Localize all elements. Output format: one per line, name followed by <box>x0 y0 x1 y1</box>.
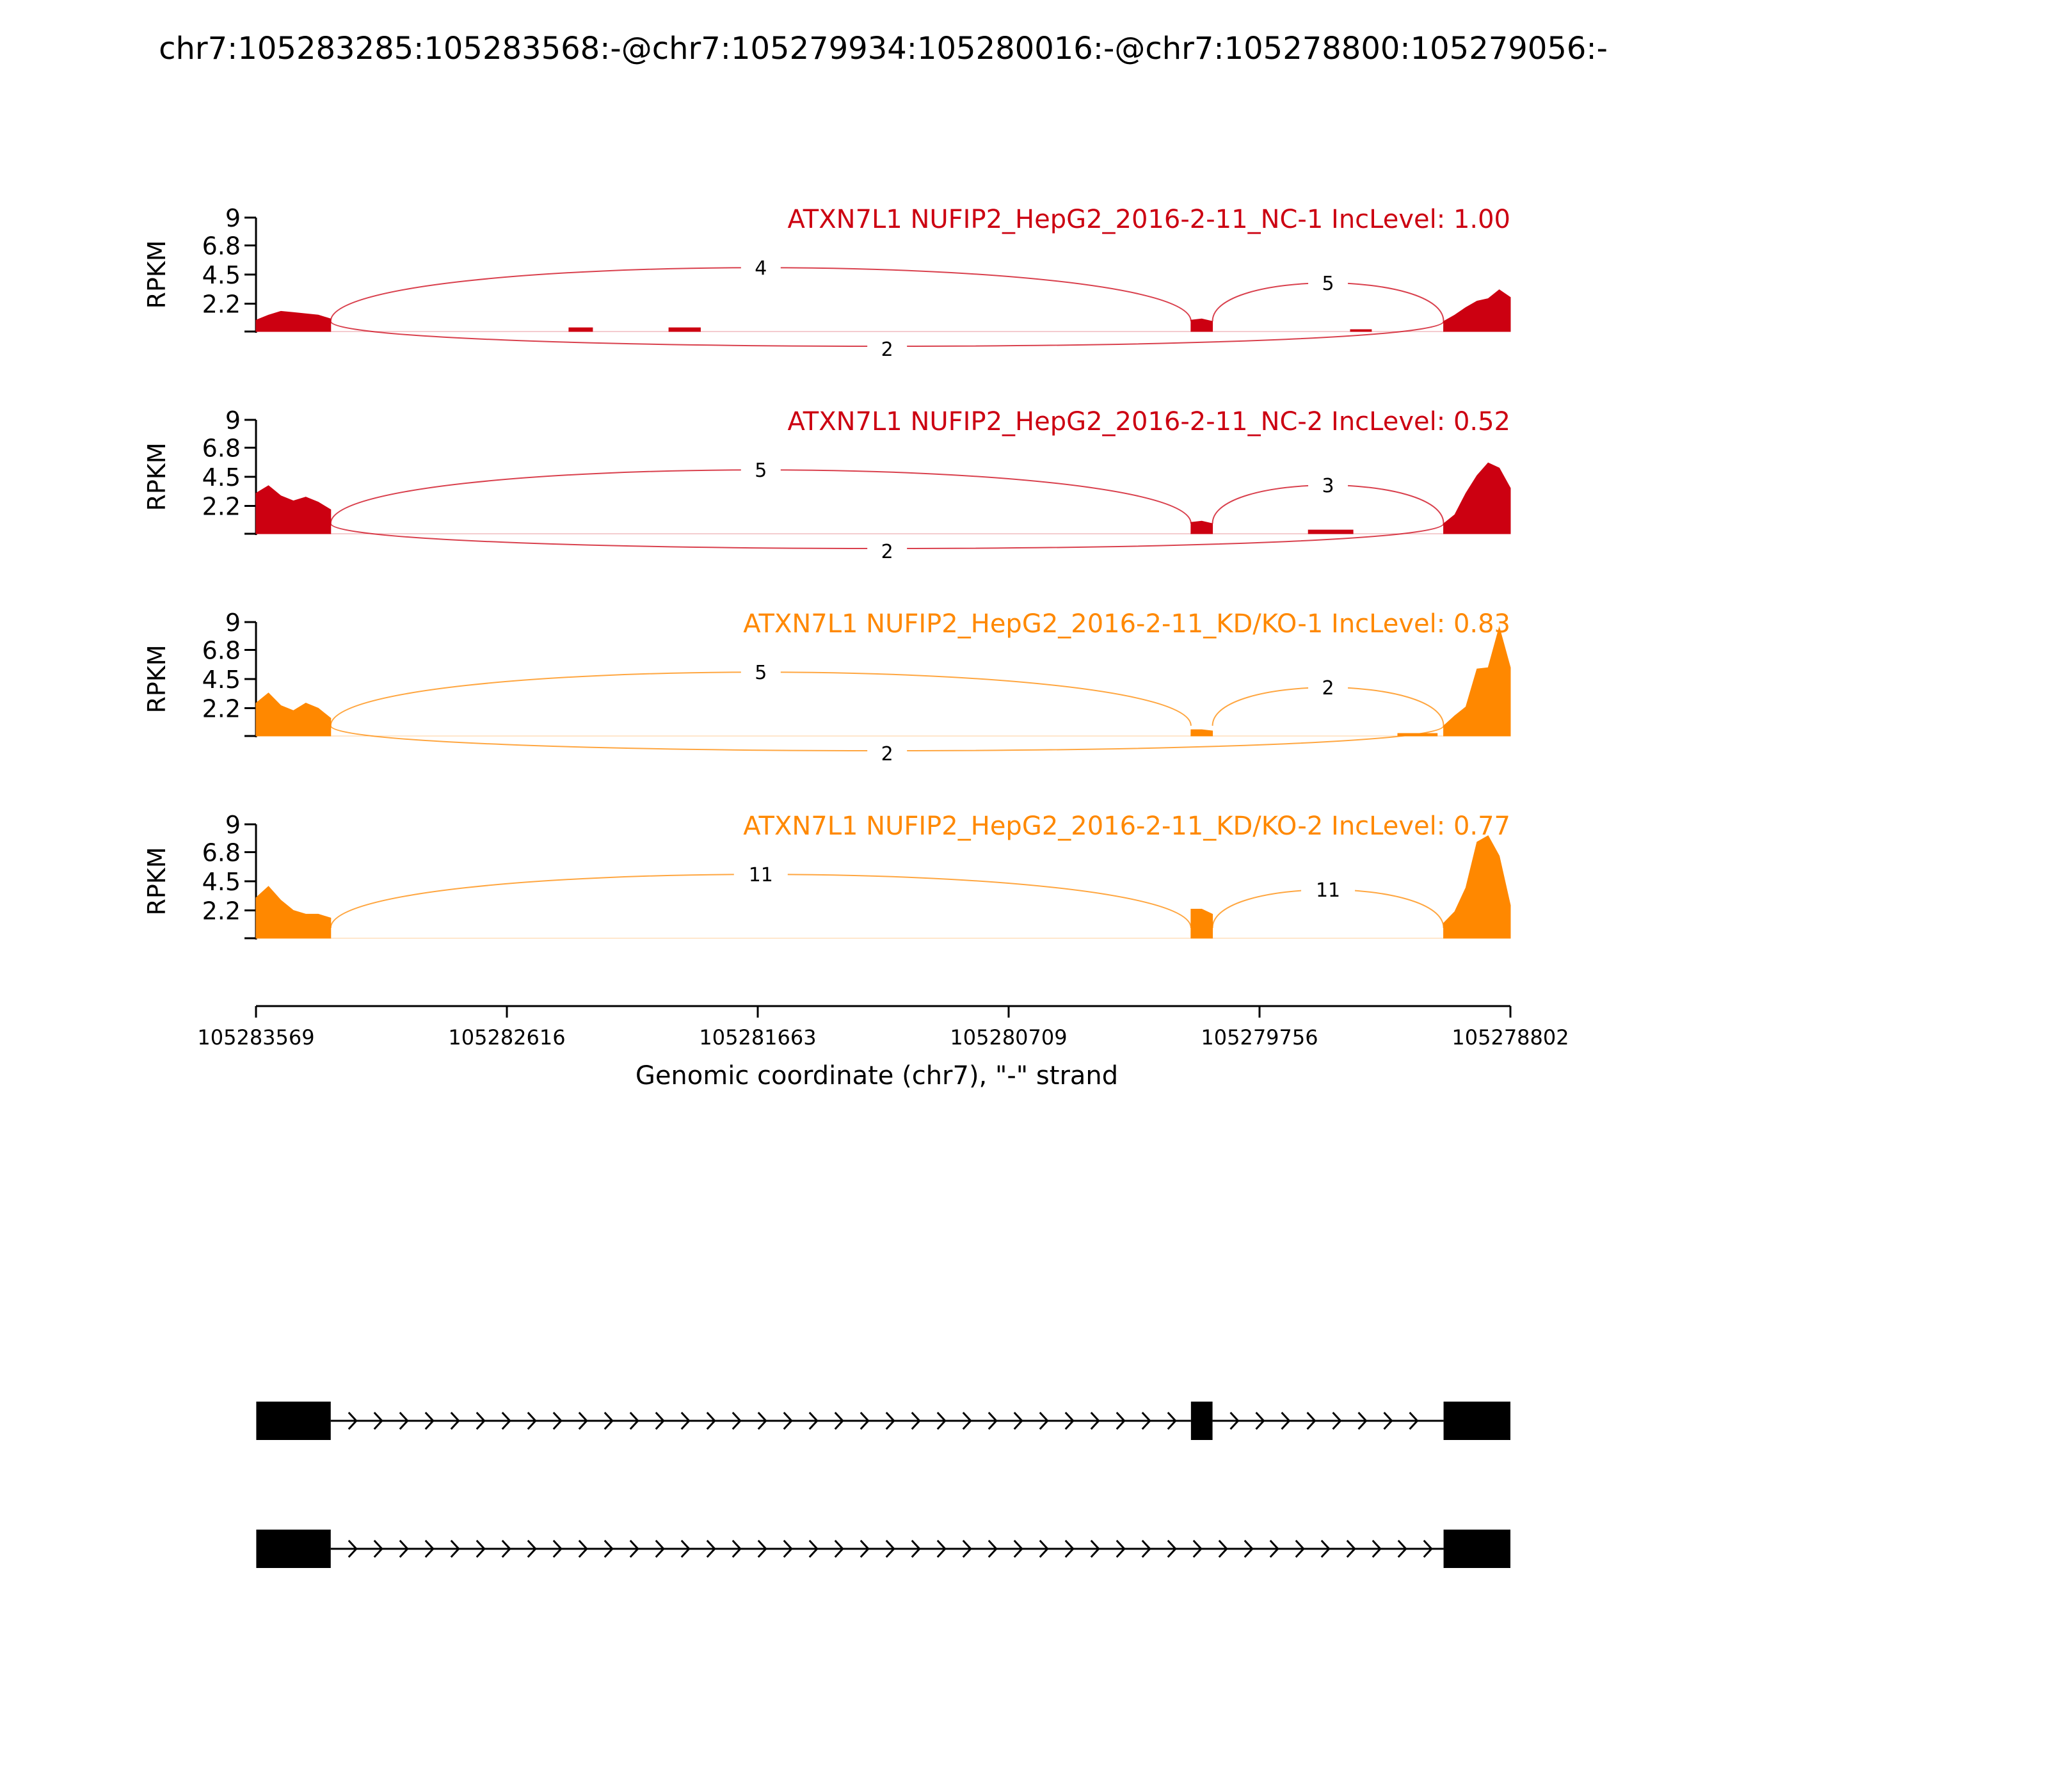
track-title: ATXN7L1 NUFIP2_HepG2_2016-2-11_KD/KO-2 IncLevel: 0.77 <box>743 812 1510 841</box>
x-axis-label: Genomic coordinate (chr7), "-" strand <box>635 1061 1119 1091</box>
y-tick-label: 2.2 <box>202 492 241 521</box>
track-4 <box>143 811 1510 940</box>
x-tick-label: 105280709 <box>950 1025 1068 1050</box>
junction-count: 2 <box>881 743 893 765</box>
y-axis-label: RPKM <box>143 442 171 511</box>
junction-count: 5 <box>755 662 767 684</box>
y-tick-label: 2.2 <box>202 694 241 723</box>
exon-block <box>256 1402 330 1440</box>
coverage-area <box>1444 627 1510 736</box>
junction-count: 5 <box>1322 273 1334 295</box>
x-tick-label: 105282616 <box>448 1025 566 1050</box>
coverage-area <box>1191 730 1213 736</box>
exon-block <box>1444 1402 1510 1440</box>
y-tick-label: 6.8 <box>202 434 241 463</box>
junction-count: 3 <box>1322 475 1334 497</box>
exon-block <box>256 1530 330 1568</box>
y-tick-label: 2.2 <box>202 897 241 925</box>
y-tick-label: 4.5 <box>202 463 241 492</box>
y-tick-label: 2.2 <box>202 290 241 319</box>
junction-count: 11 <box>748 864 773 886</box>
junction-count: 11 <box>1315 879 1341 902</box>
junction-count: 2 <box>881 541 893 563</box>
coverage-area <box>1444 290 1510 332</box>
x-tick-label: 105281663 <box>699 1025 817 1050</box>
coverage-area <box>1444 836 1510 938</box>
coverage-area <box>1191 521 1213 534</box>
gene-model <box>256 1402 1510 1568</box>
isoform-2 <box>256 1530 1510 1568</box>
coverage-area <box>1444 463 1510 534</box>
track-title: ATXN7L1 NUFIP2_HepG2_2016-2-11_KD/KO-1 IncLevel: 0.83 <box>743 609 1510 639</box>
x-tick-label: 105278802 <box>1452 1025 1569 1050</box>
coverage-area <box>256 486 331 534</box>
y-axis-label: RPKM <box>143 644 171 714</box>
track-2 <box>143 406 1510 564</box>
y-axis-label: RPKM <box>143 847 171 916</box>
genomic-x-axis <box>197 1006 1569 1091</box>
junction-count: 2 <box>1322 677 1334 700</box>
coverage-area <box>256 693 331 736</box>
coverage-area <box>1191 909 1213 939</box>
y-tick-label: 4.5 <box>202 261 241 289</box>
y-axis-label: RPKM <box>143 240 171 309</box>
x-tick-label: 105279756 <box>1201 1025 1318 1050</box>
track-3 <box>143 609 1510 766</box>
y-tick-label: 4.5 <box>202 666 241 694</box>
y-tick-label: 9 <box>225 811 241 839</box>
exon-block <box>1191 1402 1213 1440</box>
coverage-area <box>669 328 700 332</box>
y-tick-label: 6.8 <box>202 232 241 260</box>
y-tick-label: 6.8 <box>202 636 241 665</box>
y-tick-label: 4.5 <box>202 868 241 896</box>
figure-title: chr7:105283285:105283568:-@chr7:105279934:105280016:-@chr7:105278800:105279056:- <box>159 31 1608 67</box>
y-tick-label: 9 <box>225 204 241 232</box>
junction-count: 2 <box>881 339 893 361</box>
x-tick-label: 105283569 <box>197 1025 315 1050</box>
coverage-tracks <box>143 204 1510 940</box>
track-1 <box>143 204 1510 362</box>
track-title: ATXN7L1 NUFIP2_HepG2_2016-2-11_NC-1 IncLevel: 1.00 <box>787 205 1510 234</box>
y-tick-label: 6.8 <box>202 838 241 867</box>
exon-block <box>1444 1530 1510 1568</box>
coverage-area <box>1308 530 1353 534</box>
coverage-area <box>256 886 331 938</box>
y-tick-label: 9 <box>225 406 241 435</box>
track-title: ATXN7L1 NUFIP2_HepG2_2016-2-11_NC-2 IncLevel: 0.52 <box>787 407 1510 436</box>
coverage-area <box>1191 319 1213 332</box>
junction-count: 4 <box>755 257 767 280</box>
junction-count: 5 <box>755 460 767 482</box>
coverage-area <box>569 328 593 332</box>
y-tick-label: 9 <box>225 609 241 637</box>
isoform-1 <box>256 1402 1510 1440</box>
coverage-area <box>256 311 331 332</box>
